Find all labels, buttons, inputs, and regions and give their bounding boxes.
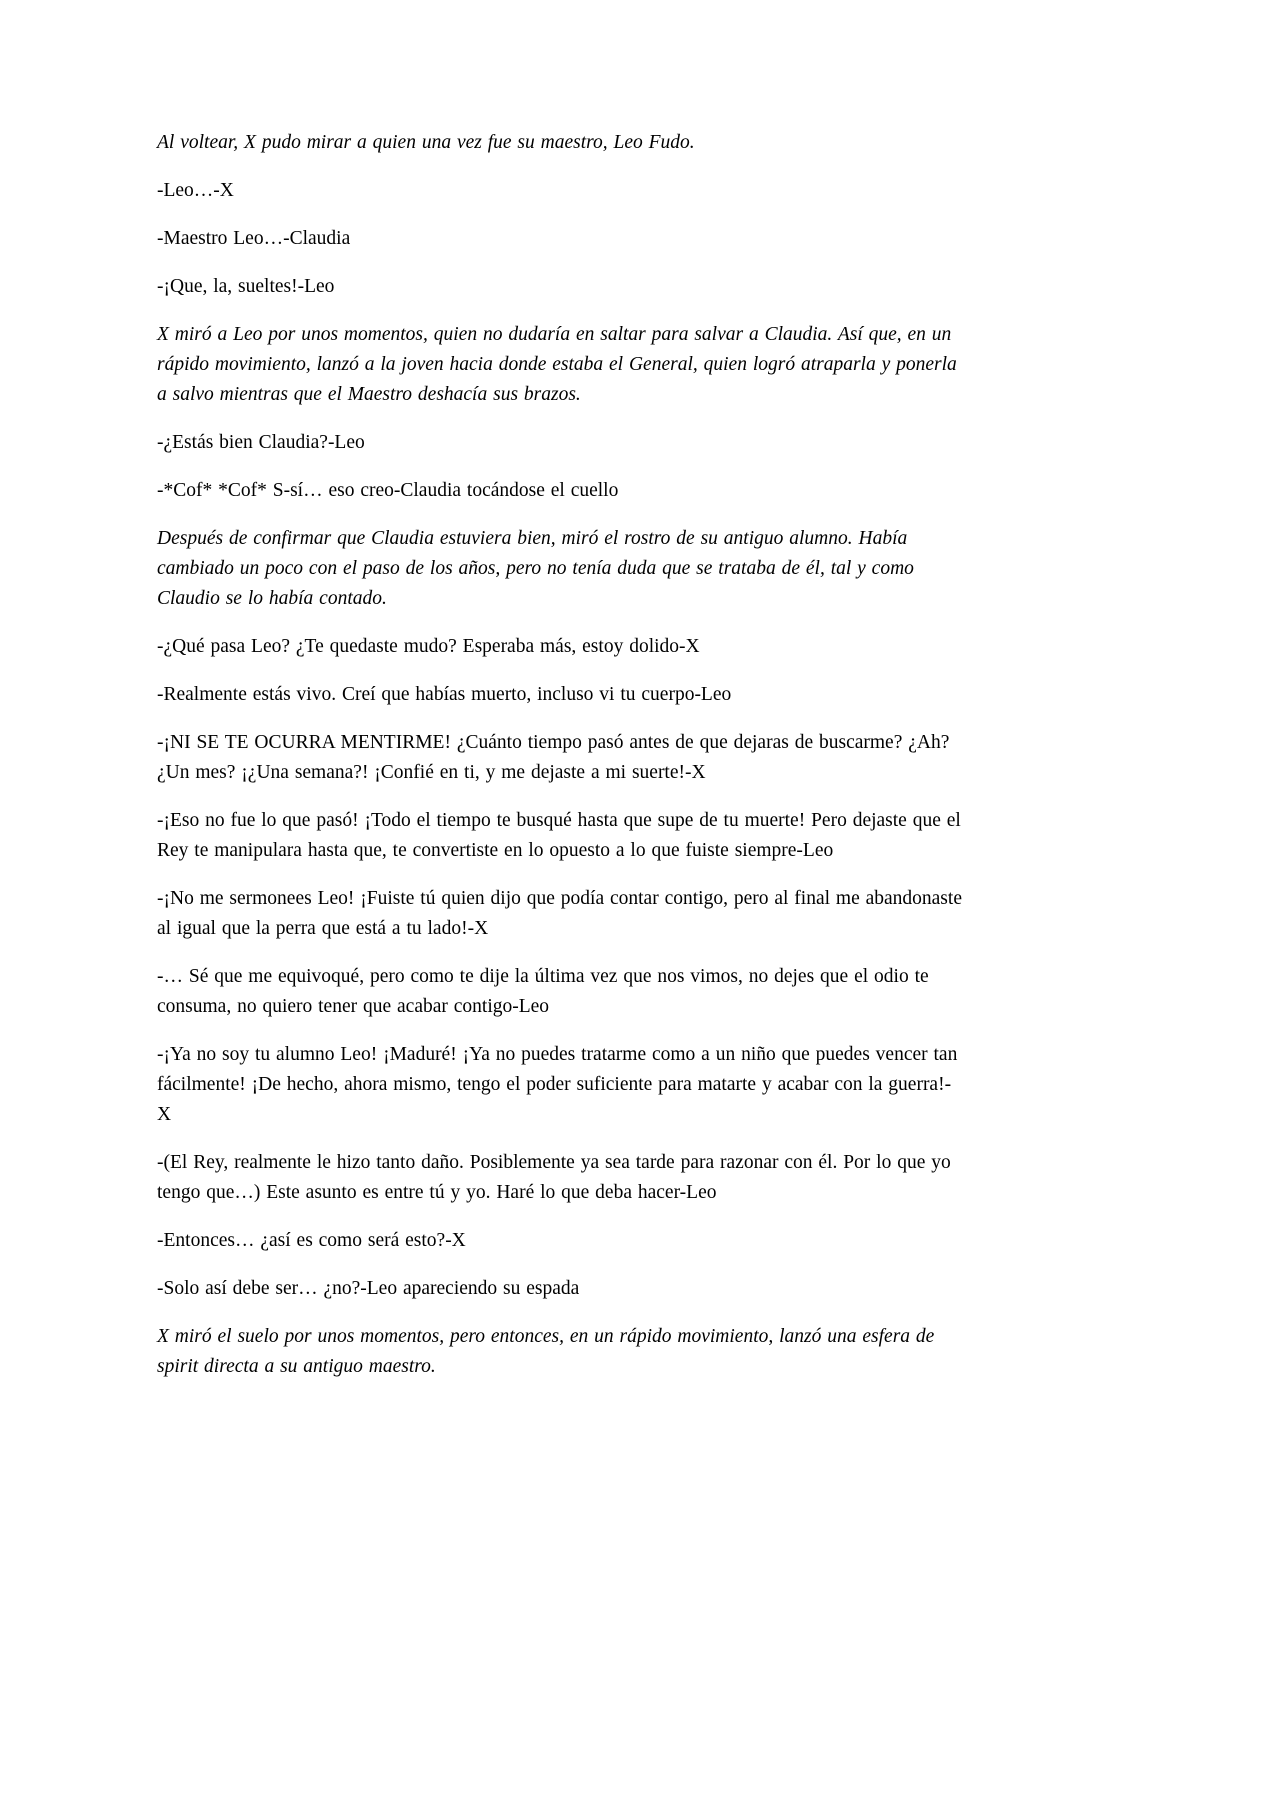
- paragraph: Después de confirmar que Claudia estuviera bien, miró el rostro de su antiguo alumno. Había cambiado un poco con el paso de los años, pero no tenía duda que se trataba de él, tal y como Claudio se lo había contado.: [157, 528, 914, 609]
- paragraph: -¡Que, la, sueltes!-Leo: [157, 276, 335, 297]
- paragraph: -¡Ya no soy tu alumno Leo! ¡Maduré! ¡Ya no puedes tratarme como a un niño que puedes vencer tan fácilmente! ¡De hecho, ahora mismo, tengo el poder suficiente para matarte y acabar con la guerra!-X: [157, 1044, 958, 1125]
- paragraph: X miró a Leo por unos momentos, quien no dudaría en saltar para salvar a Claudia. Así que, en un rápido movimiento, lanzó a la joven hacia donde estaba el General, quien logró atraparla y ponerla a salvo mientras que el Maestro deshacía sus brazos.: [157, 324, 957, 405]
- paragraph: -*Cof* *Cof* S-sí… eso creo-Claudia tocándose el cuello: [157, 480, 619, 501]
- paragraph: -¡Eso no fue lo que pasó! ¡Todo el tiempo te busqué hasta que supe de tu muerte! Pero dejaste que el Rey te manipulara hasta que, te convertiste en lo opuesto a lo que fuiste siempre-Leo: [157, 810, 961, 861]
- paragraph: -Solo así debe ser… ¿no?-Leo apareciendo su espada: [157, 1278, 580, 1299]
- paragraph: -¡NI SE TE OCURRA MENTIRME! ¿Cuánto tiempo pasó antes de que dejaras de buscarme? ¿Ah? ¿Un mes? ¡¿Una semana?! ¡Confié en ti, y me dejaste a mi suerte!-X: [157, 732, 950, 783]
- paragraph: X miró el suelo por unos momentos, pero entonces, en un rápido movimiento, lanzó una esfera de spirit directa a su antiguo maestro.: [157, 1326, 935, 1377]
- paragraph: -¿Qué pasa Leo? ¿Te quedaste mudo? Esperaba más, estoy dolido-X: [157, 636, 700, 657]
- paragraph: -(El Rey, realmente le hizo tanto daño. Posiblemente ya sea tarde para razonar con él. Por lo que yo tengo que…) Este asunto es entre tú y yo. Haré lo que deba hacer-Leo: [157, 1152, 951, 1203]
- paragraph: -Leo…-X: [157, 180, 234, 201]
- paragraph: -Entonces… ¿así es como será esto?-X: [157, 1230, 466, 1251]
- paragraph: -… Sé que me equivoqué, pero como te dije la última vez que nos vimos, no dejes que el odio te consuma, no quiero tener que acabar contigo-Leo: [157, 966, 929, 1017]
- paragraph: -Maestro Leo…-Claudia: [157, 228, 351, 249]
- paragraph: -¡No me sermonees Leo! ¡Fuiste tú quien dijo que podía contar contigo, pero al final me abandonaste al igual que la perra que está a tu lado!-X: [157, 888, 962, 939]
- paragraph: Al voltear, X pudo mirar a quien una vez fue su maestro, Leo Fudo.: [157, 132, 695, 153]
- paragraph: -Realmente estás vivo. Creí que habías muerto, incluso vi tu cuerpo-Leo: [157, 684, 732, 705]
- paragraph: -¿Estás bien Claudia?-Leo: [157, 432, 365, 453]
- document-body: [157, 128, 963, 1400]
